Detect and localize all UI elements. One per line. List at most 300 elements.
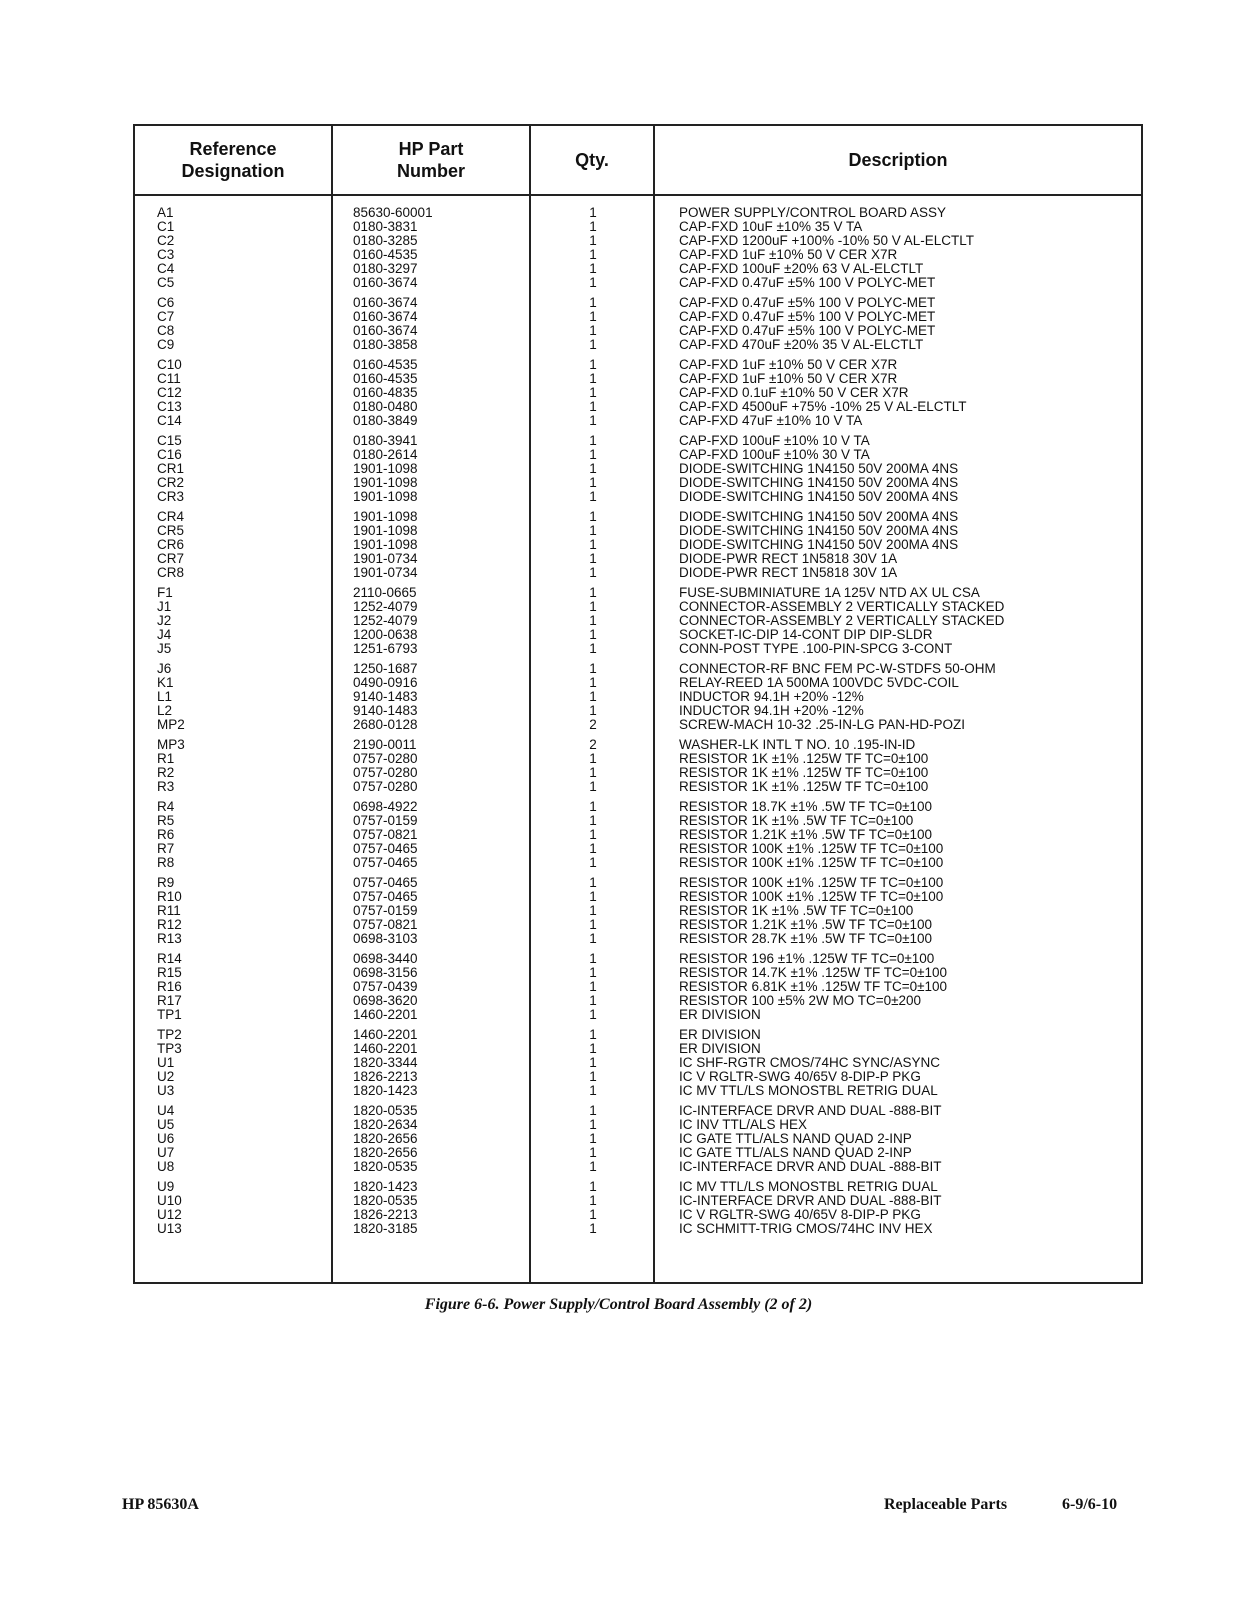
part-number-cell: 0757-0280 [353,765,418,780]
description-cell: RESISTOR 1K ±1% .5W TF TC=0±100 [679,813,914,828]
qty-cell: 1 [589,1007,597,1022]
qty-cell: 2 [589,737,597,752]
row-group [135,358,1141,428]
qty-cell: 1 [589,641,597,656]
table-row [135,718,1141,732]
description-cell: CONNECTOR-RF BNC FEM PC-W-STDFS 50-OHM [679,661,996,676]
qty-cell: 1 [589,599,597,614]
description-cell: ER DIVISION [679,1041,761,1056]
description-cell: CAP-FXD 1200uF +100% -10% 50 V AL-ELCTLT [679,233,975,248]
part-number-cell: 1460-2201 [353,1041,418,1056]
ref-designation-cell: R4 [157,799,175,814]
description-cell: RESISTOR 1K ±1% .125W TF TC=0±100 [679,779,929,794]
part-number-cell: 2190-0011 [353,737,417,752]
qty-cell: 1 [589,385,597,400]
description-cell: DIODE-SWITCHING 1N4150 50V 200MA 4NS [679,509,959,524]
part-number-cell: 0180-3849 [353,413,418,428]
table-row [135,890,1141,904]
table-row [135,262,1141,276]
table-row [135,1028,1141,1042]
part-number-cell: 0757-0280 [353,751,418,766]
ref-designation-cell: U4 [157,1103,175,1118]
part-number-cell: 0757-0465 [353,875,418,890]
table-row [135,932,1141,946]
qty-cell: 1 [589,661,597,676]
part-number-cell: 1252-4079 [353,613,418,628]
table-row [135,952,1141,966]
qty-cell: 1 [589,261,597,276]
table-row [135,704,1141,718]
description-cell: CONN-POST TYPE .100-PIN-SPCG 3-CONT [679,641,953,656]
row-group [135,800,1141,870]
part-number-cell: 0757-0465 [353,855,418,870]
row-group [135,586,1141,656]
description-cell: IC MV TTL/LS MONOSTBL RETRIG DUAL [679,1083,938,1098]
qty-cell: 1 [589,779,597,794]
table-row [135,538,1141,552]
qty-cell: 1 [589,1117,597,1132]
description-cell: IC GATE TTL/ALS NAND QUAD 2-INP [679,1145,912,1160]
ref-designation-cell: R11 [157,903,181,918]
qty-cell: 1 [589,931,597,946]
part-number-cell: 0698-3440 [353,951,418,966]
description-cell: IC GATE TTL/ALS NAND QUAD 2-INP [679,1131,912,1146]
table-row [135,434,1141,448]
description-cell: RESISTOR 100K ±1% .125W TF TC=0±100 [679,875,944,890]
part-number-cell: 1820-0535 [353,1103,418,1118]
ref-designation-cell: F1 [157,585,173,600]
qty-cell: 1 [589,461,597,476]
table-row [135,296,1141,310]
qty-cell: 1 [589,585,597,600]
part-number-cell: 1820-0535 [353,1193,418,1208]
table-row [135,918,1141,932]
description-cell: IC INV TTL/ALS HEX [679,1117,808,1132]
figure-caption: Figure 6-6. Power Supply/Control Board Assembly (2 of 2) [424,1296,813,1313]
part-number-cell: 0160-3674 [353,295,418,310]
part-number-cell: 0160-4535 [353,357,418,372]
description-cell: RESISTOR 1K ±1% .125W TF TC=0±100 [679,765,929,780]
description-cell: RELAY-REED 1A 500MA 100VDC 5VDC-COIL [679,675,959,690]
part-number-cell: 9140-1483 [353,703,418,718]
description-cell: CAP-FXD 4500uF +75% -10% 25 V AL-ELCTLT [679,399,967,414]
description-cell: DIODE-PWR RECT 1N5818 30V 1A [679,565,898,580]
table-row [135,324,1141,338]
table-row [135,276,1141,290]
part-number-cell: 1250-1687 [353,661,418,676]
description-cell: RESISTOR 28.7K ±1% .5W TF TC=0±100 [679,931,933,946]
part-number-cell: 0180-3297 [353,261,418,276]
table-row [135,842,1141,856]
qty-cell: 1 [589,233,597,248]
qty-cell: 1 [589,965,597,980]
ref-designation-cell: U6 [157,1131,175,1146]
ref-designation-cell: J4 [157,627,172,642]
row-group [135,876,1141,946]
qty-cell: 1 [589,1055,597,1070]
description-cell: DIODE-SWITCHING 1N4150 50V 200MA 4NS [679,537,959,552]
description-cell: CAP-FXD 0.47uF ±5% 100 V POLYC-MET [679,275,936,290]
ref-designation-cell: CR4 [157,509,185,524]
part-number-cell: 0698-3156 [353,965,418,980]
table-row [135,220,1141,234]
row-group [135,510,1141,580]
description-cell: CAP-FXD 0.1uF ±10% 50 V CER X7R [679,385,909,400]
table-row [135,524,1141,538]
ref-designation-cell: J1 [157,599,172,614]
table-row [135,206,1141,220]
part-number-cell: 1820-2656 [353,1145,418,1160]
ref-designation-cell: U5 [157,1117,175,1132]
part-number-cell: 0180-2614 [353,447,418,462]
part-number-cell: 1820-3185 [353,1221,418,1236]
header-hp-part-number: HP Part Number [396,139,465,181]
qty-cell: 1 [589,993,597,1008]
header-divider [135,194,1141,196]
qty-cell: 1 [589,613,597,628]
description-cell: IC-INTERFACE DRVR AND DUAL -888-BIT [679,1159,942,1174]
row-group [135,434,1141,504]
table-row [135,766,1141,780]
ref-designation-cell: C10 [157,357,182,372]
ref-designation-cell: K1 [157,675,174,690]
qty-cell: 1 [589,1027,597,1042]
description-cell: CAP-FXD 47uF ±10% 10 V TA [679,413,863,428]
table-row [135,738,1141,752]
part-number-cell: 9140-1483 [353,689,418,704]
ref-designation-cell: CR7 [157,551,185,566]
ref-designation-cell: U1 [157,1055,175,1070]
qty-cell: 1 [589,523,597,538]
part-number-cell: 1460-2201 [353,1027,418,1042]
table-row [135,414,1141,428]
ref-designation-cell: U3 [157,1083,175,1098]
part-number-cell: 1901-0734 [353,565,418,580]
table-row [135,1084,1141,1098]
qty-cell: 1 [589,1041,597,1056]
description-cell: DIODE-SWITCHING 1N4150 50V 200MA 4NS [679,461,959,476]
description-cell: RESISTOR 1K ±1% .125W TF TC=0±100 [679,751,929,766]
table-row [135,828,1141,842]
table-row [135,904,1141,918]
description-cell: ER DIVISION [679,1027,761,1042]
ref-designation-cell: R6 [157,827,175,842]
ref-designation-cell: U12 [157,1207,182,1222]
qty-cell: 1 [589,875,597,890]
part-number-cell: 85630-60001 [353,205,433,220]
table-row [135,310,1141,324]
table-row [135,490,1141,504]
ref-designation-cell: A1 [157,205,174,220]
ref-designation-cell: C14 [157,413,182,428]
qty-cell: 1 [589,337,597,352]
ref-designation-cell: R12 [157,917,182,932]
description-cell: CONNECTOR-ASSEMBLY 2 VERTICALLY STACKED [679,599,1005,614]
ref-designation-cell: C4 [157,261,175,276]
parts-table [133,124,1143,1284]
qty-cell: 1 [589,275,597,290]
qty-cell: 1 [589,247,597,262]
ref-designation-cell: R16 [157,979,182,994]
table-row [135,1104,1141,1118]
part-number-cell: 0160-3674 [353,309,418,324]
ref-designation-cell: CR6 [157,537,185,552]
part-number-cell: 1252-4079 [353,599,418,614]
ref-designation-cell: L2 [157,703,173,718]
qty-cell: 1 [589,371,597,386]
footer-page-number: 6-9/6-10 [1062,1496,1118,1513]
part-number-cell: 0160-3674 [353,323,418,338]
qty-cell: 1 [589,323,597,338]
ref-designation-cell: C3 [157,247,175,262]
qty-cell: 1 [589,489,597,504]
table-row [135,1180,1141,1194]
ref-designation-cell: R2 [157,765,175,780]
qty-cell: 1 [589,1103,597,1118]
qty-cell: 1 [589,951,597,966]
table-row [135,386,1141,400]
qty-cell: 1 [589,1069,597,1084]
qty-cell: 1 [589,765,597,780]
ref-designation-cell: C15 [157,433,182,448]
part-number-cell: 1820-3344 [353,1055,418,1070]
table-row [135,814,1141,828]
ref-designation-cell: TP1 [157,1007,182,1022]
qty-cell: 1 [589,799,597,814]
part-number-cell: 1901-1098 [353,461,418,476]
qty-cell: 1 [589,889,597,904]
ref-designation-cell: C7 [157,309,175,324]
table-row [135,966,1141,980]
description-cell: CAP-FXD 10uF ±10% 35 V TA [679,219,863,234]
ref-designation-cell: U7 [157,1145,175,1160]
qty-cell: 1 [589,675,597,690]
description-cell: FUSE-SUBMINIATURE 1A 125V NTD AX UL CSA [679,585,980,600]
qty-cell: 1 [589,433,597,448]
qty-cell: 1 [589,1221,597,1236]
qty-cell: 1 [589,295,597,310]
qty-cell: 1 [589,751,597,766]
ref-designation-cell: R10 [157,889,182,904]
table-row [135,1194,1141,1208]
table-row [135,476,1141,490]
ref-designation-cell: R13 [157,931,182,946]
header-description: Description [848,150,948,170]
description-cell: RESISTOR 6.81K ±1% .125W TF TC=0±100 [679,979,948,994]
part-number-cell: 1901-1098 [353,489,418,504]
table-row [135,628,1141,642]
part-number-cell: 0698-3103 [353,931,418,946]
ref-designation-cell: R14 [157,951,182,966]
row-group [135,1180,1141,1236]
part-number-cell: 0757-0465 [353,841,418,856]
description-cell: SCREW-MACH 10-32 .25-IN-LG PAN-HD-POZI [679,717,966,732]
table-row [135,662,1141,676]
table-row [135,1160,1141,1174]
qty-cell: 1 [589,1193,597,1208]
part-number-cell: 1901-1098 [353,509,418,524]
qty-cell: 1 [589,689,597,704]
ref-designation-cell: R7 [157,841,175,856]
qty-cell: 1 [589,205,597,220]
qty-cell: 1 [589,1145,597,1160]
row-group [135,1028,1141,1098]
table-row [135,462,1141,476]
part-number-cell: 1460-2201 [353,1007,418,1022]
part-number-cell: 0160-4535 [353,247,418,262]
qty-cell: 1 [589,979,597,994]
ref-designation-cell: C16 [157,447,182,462]
ref-designation-cell: R1 [157,751,175,766]
description-cell: DIODE-SWITCHING 1N4150 50V 200MA 4NS [679,523,959,538]
part-number-cell: 1820-2656 [353,1131,418,1146]
qty-cell: 1 [589,219,597,234]
description-cell: CAP-FXD 0.47uF ±5% 100 V POLYC-MET [679,323,936,338]
ref-designation-cell: C9 [157,337,175,352]
qty-cell: 1 [589,357,597,372]
ref-designation-cell: C11 [157,371,181,386]
table-row [135,1070,1141,1084]
ref-designation-cell: CR2 [157,475,185,490]
table-row [135,1208,1141,1222]
description-cell: RESISTOR 1.21K ±1% .5W TF TC=0±100 [679,917,933,932]
qty-cell: 1 [589,903,597,918]
qty-cell: 2 [589,717,597,732]
description-cell: CAP-FXD 100uF ±10% 30 V TA [679,447,870,462]
qty-cell: 1 [589,813,597,828]
part-number-cell: 0180-3941 [353,433,418,448]
ref-designation-cell: J6 [157,661,172,676]
table-row [135,586,1141,600]
ref-designation-cell: R17 [157,993,182,1008]
description-cell: SOCKET-IC-DIP 14-CONT DIP DIP-SLDR [679,627,933,642]
qty-cell: 1 [589,1179,597,1194]
qty-cell: 1 [589,551,597,566]
table-row [135,248,1141,262]
row-group [135,952,1141,1022]
description-cell: INDUCTOR 94.1H +20% -12% [679,703,864,718]
header-qty: Qty. [575,150,609,170]
part-number-cell: 0757-0465 [353,889,418,904]
part-number-cell: 0180-3285 [353,233,418,248]
qty-cell: 1 [589,855,597,870]
description-cell: CAP-FXD 1uF ±10% 50 V CER X7R [679,357,898,372]
row-group [135,738,1141,794]
description-cell: RESISTOR 14.7K ±1% .125W TF TC=0±100 [679,965,948,980]
qty-cell: 1 [589,309,597,324]
part-number-cell: 0160-4535 [353,371,418,386]
ref-designation-cell: TP3 [157,1041,182,1056]
description-cell: CAP-FXD 100uF ±20% 63 V AL-ELCTLT [679,261,924,276]
table-row [135,1042,1141,1056]
ref-designation-cell: U8 [157,1159,175,1174]
qty-cell: 1 [589,1131,597,1146]
qty-cell: 1 [589,917,597,932]
part-number-cell: 1901-0734 [353,551,418,566]
part-number-cell: 0757-0280 [353,779,418,794]
part-number-cell: 1820-0535 [353,1159,418,1174]
part-number-cell: 0490-0916 [353,675,418,690]
description-cell: CONNECTOR-ASSEMBLY 2 VERTICALLY STACKED [679,613,1005,628]
qty-cell: 1 [589,1207,597,1222]
qty-cell: 1 [589,413,597,428]
table-row [135,510,1141,524]
table-row [135,642,1141,656]
ref-designation-cell: U10 [157,1193,182,1208]
description-cell: WASHER-LK INTL T NO. 10 .195-IN-ID [679,737,916,752]
part-number-cell: 0180-3858 [353,337,418,352]
table-row [135,552,1141,566]
description-cell: IC-INTERFACE DRVR AND DUAL -888-BIT [679,1103,942,1118]
description-cell: DIODE-PWR RECT 1N5818 30V 1A [679,551,898,566]
ref-designation-cell: U2 [157,1069,175,1084]
qty-cell: 1 [589,827,597,842]
description-cell: INDUCTOR 94.1H +20% -12% [679,689,864,704]
description-cell: CAP-FXD 1uF ±10% 50 V CER X7R [679,247,898,262]
description-cell: CAP-FXD 100uF ±10% 10 V TA [679,433,870,448]
part-number-cell: 0160-3674 [353,275,418,290]
ref-designation-cell: CR1 [157,461,185,476]
description-cell: RESISTOR 100K ±1% .125W TF TC=0±100 [679,889,944,904]
description-cell: DIODE-SWITCHING 1N4150 50V 200MA 4NS [679,489,959,504]
table-row [135,876,1141,890]
qty-cell: 1 [589,703,597,718]
qty-cell: 1 [589,1159,597,1174]
table-row [135,338,1141,352]
part-number-cell: 0160-4835 [353,385,418,400]
description-cell: CAP-FXD 0.47uF ±5% 100 V POLYC-MET [679,309,936,324]
table-row [135,614,1141,628]
ref-designation-cell: R5 [157,813,175,828]
ref-designation-cell: CR3 [157,489,185,504]
part-number-cell: 1901-1098 [353,537,418,552]
table-row [135,358,1141,372]
description-cell: ER DIVISION [679,1007,761,1022]
qty-cell: 1 [589,399,597,414]
part-number-cell: 1820-1423 [353,1179,418,1194]
part-number-cell: 0698-3620 [353,993,418,1008]
qty-cell: 1 [589,537,597,552]
part-number-cell: 0698-4922 [353,799,418,814]
description-cell: IC SCHMITT-TRIG CMOS/74HC INV HEX [679,1221,933,1236]
ref-designation-cell: L1 [157,689,173,704]
ref-designation-cell: C2 [157,233,175,248]
part-number-cell: 1251-6793 [353,641,418,656]
qty-cell: 1 [589,447,597,462]
part-number-cell: 0757-0821 [353,827,418,842]
description-cell: CAP-FXD 0.47uF ±5% 100 V POLYC-MET [679,295,936,310]
table-row [135,1118,1141,1132]
ref-designation-cell: C13 [157,399,182,414]
table-row [135,400,1141,414]
ref-designation-cell: TP2 [157,1027,182,1042]
table-row [135,448,1141,462]
part-number-cell: 1820-2634 [353,1117,418,1132]
table-row [135,780,1141,794]
ref-designation-cell: C1 [157,219,175,234]
table-row [135,1056,1141,1070]
part-number-cell: 0757-0821 [353,917,418,932]
ref-designation-cell: C5 [157,275,175,290]
table-row [135,234,1141,248]
table-row [135,800,1141,814]
description-cell: RESISTOR 100K ±1% .125W TF TC=0±100 [679,855,944,870]
part-number-cell: 0757-0159 [353,903,418,918]
qty-cell: 1 [589,509,597,524]
table-row [135,1132,1141,1146]
description-cell: IC SHF-RGTR CMOS/74HC SYNC/ASYNC [679,1055,941,1070]
table-row [135,372,1141,386]
